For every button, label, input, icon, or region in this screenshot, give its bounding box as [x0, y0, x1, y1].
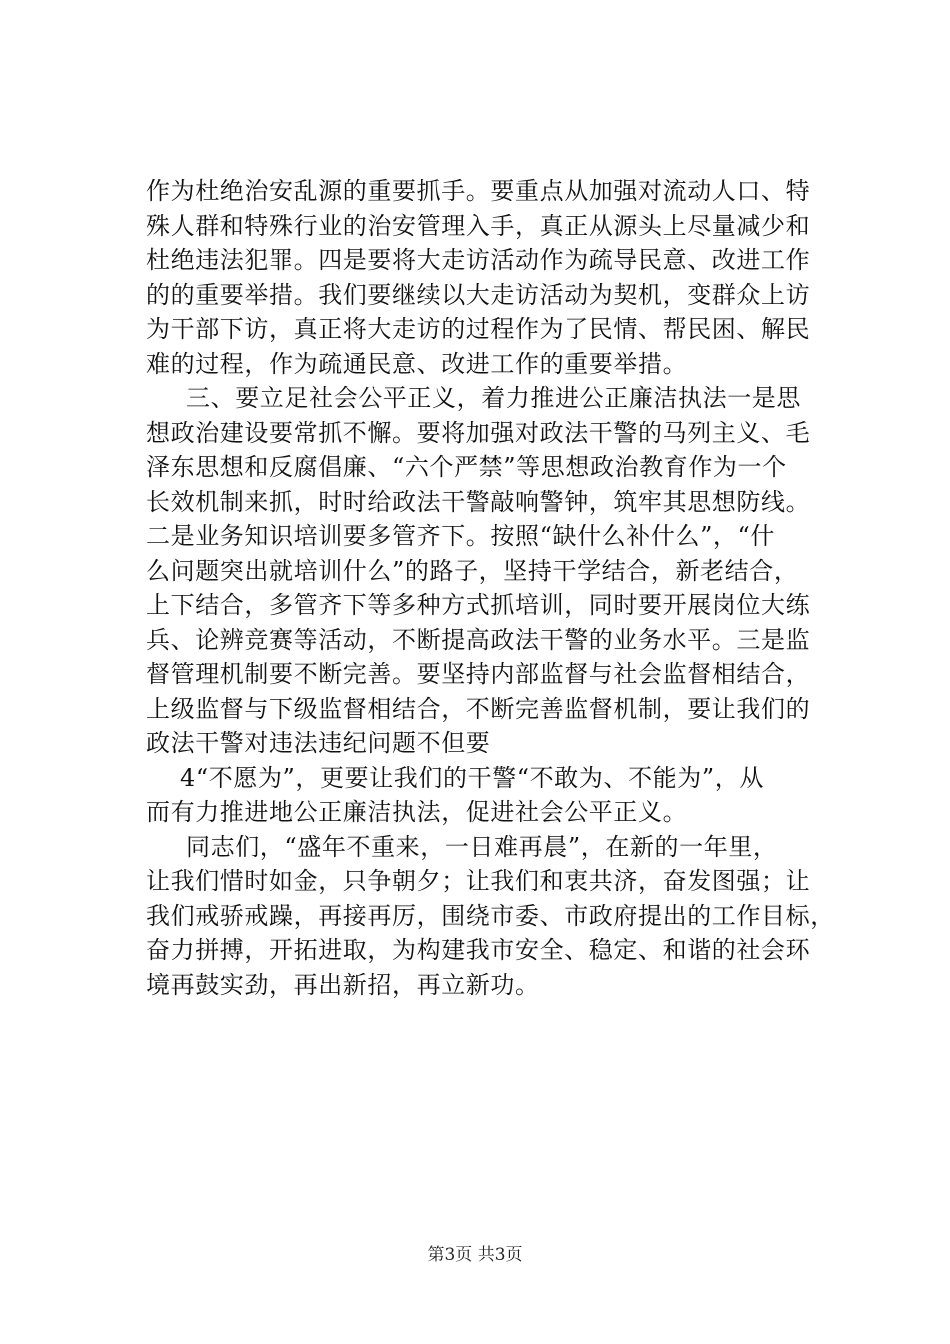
text-line: 殊人群和特殊行业的治安管理入手，真正从源头上尽量减少和	[146, 211, 811, 240]
text-line: 4“不愿为”，更要让我们的干警“不敢为、不能为”，从	[180, 763, 764, 792]
text-line: 二是业务知识培训要多管齐下。按照“缺什么补什么”，“什	[146, 522, 776, 550]
section-three-heading-line: 三、要立足社会公平正义，着力推进公正廉洁执法一是思	[186, 384, 801, 412]
text-line: 奋力拼搏，开拓进取，为构建我市安全、稳定、和谐的社会环	[146, 936, 811, 964]
text-line: 而有力推进地公正廉洁执法，促进社会公平正义。	[146, 798, 688, 826]
text-line: 政法干警对违法违纪问题不但要	[146, 729, 491, 757]
text-line: 作为杜绝治安乱源的重要抓手。要重点从加强对流动人口、特	[146, 177, 811, 205]
text-line: 兵、论辨竞赛等活动，不断提高政法干警的业务水平。三是监	[146, 625, 811, 654]
text-line: 想政治建设要常抓不懈。要将加强对政法干警的马列主义、毛	[146, 418, 811, 447]
text-line: 泽东思想和反腐倡廉、“六个严禁”等思想政治教育作为一个	[146, 453, 787, 481]
closing-paragraph-line: 同志们，“盛年不重来，一日难再晨”，在新的一年里，	[186, 832, 778, 861]
text-line: 境再鼓实劲，再出新招，再立新功。	[146, 970, 540, 999]
text-line: 督管理机制要不断完善。要坚持内部监督与社会监督相结合，	[146, 660, 811, 688]
page-number-footer: 第3页 共3页	[427, 1245, 523, 1265]
text-line: 么问题突出就培训什么”的路子，坚持干学结合，新老结合，	[146, 556, 799, 585]
text-line: 难的过程，作为疏通民意、改进工作的重要举措。	[146, 349, 688, 378]
text-line: 长效机制来抓，时时给政法干警敲响警钟，筑牢其思想防线。	[146, 487, 811, 516]
text-line: 让我们惜时如金，只争朝夕；让我们和衷共济，奋发图强；让	[146, 867, 811, 895]
text-line: 为干部下访，真正将大走访的过程作为了民情、帮民困、解民	[146, 315, 811, 343]
text-line: 我们戒骄戒躁，再接再厉，围绕市委、市政府提出的工作目标，	[146, 901, 835, 930]
text-line: 上级监督与下级监督相结合，不断完善监督机制，要让我们的	[146, 694, 811, 723]
text-line: 的的重要举措。我们要继续以大走访活动为契机，变群众上访	[146, 280, 811, 309]
text-line: 杜绝违法犯罪。四是要将大走访活动作为疏导民意、改进工作	[146, 246, 811, 274]
text-line: 上下结合，多管齐下等多种方式抓培训，同时要开展岗位大练	[146, 591, 811, 619]
document-body	[146, 174, 846, 1002]
